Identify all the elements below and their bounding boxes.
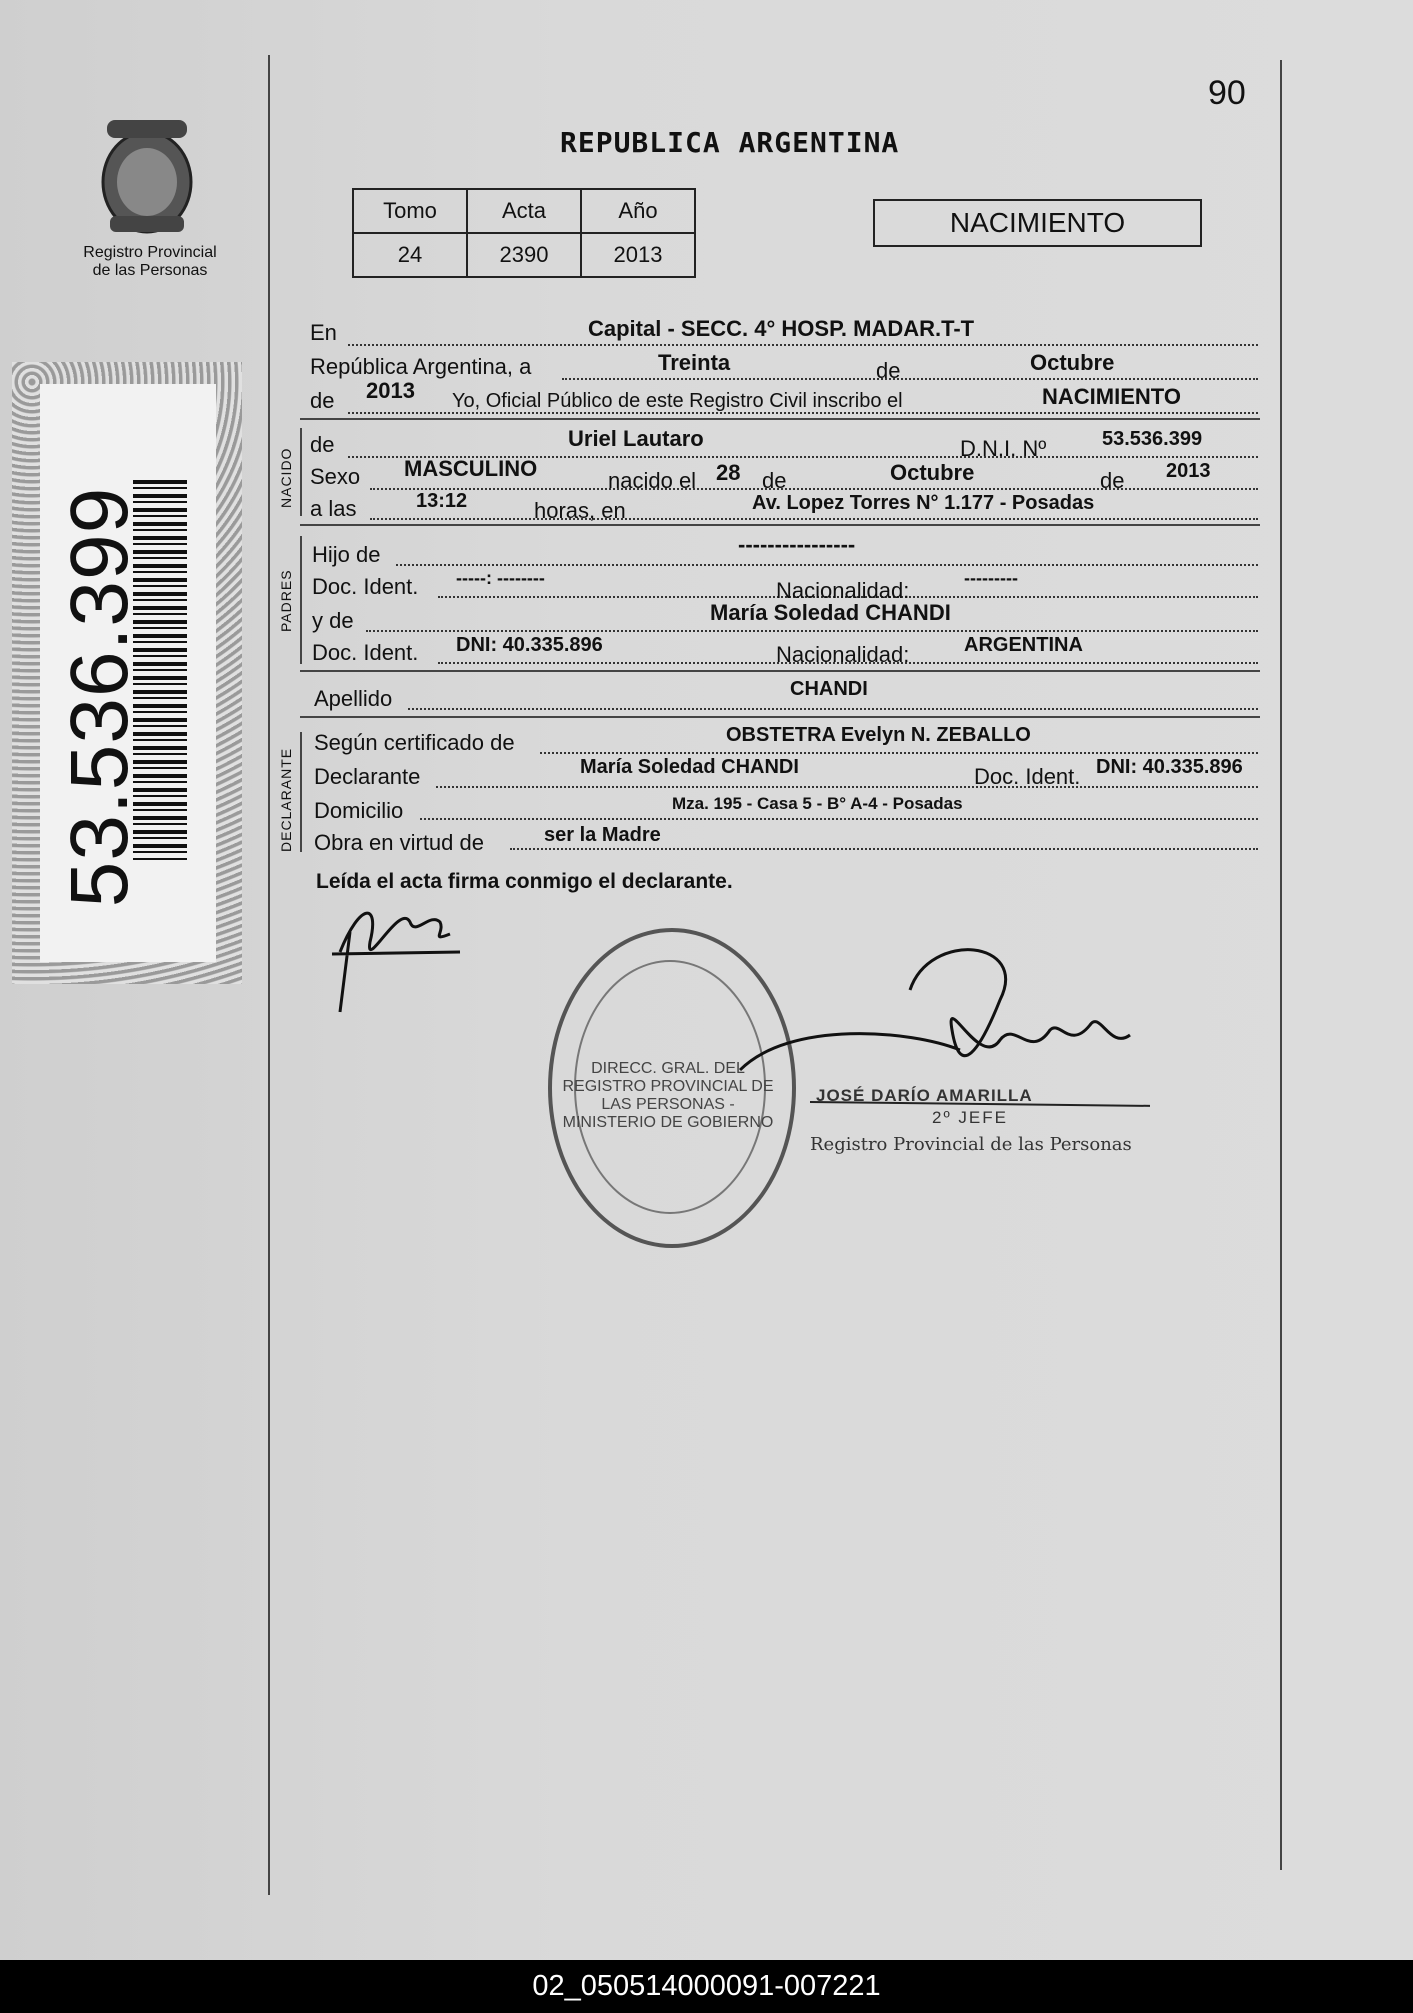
label-doc-ident-padre: Doc. Ident. xyxy=(312,574,419,599)
label-obra: Obra en virtud de xyxy=(314,830,484,855)
label-apellido: Apellido xyxy=(314,686,393,711)
meta-label-tomo: Tomo xyxy=(353,189,467,233)
padres-bracket xyxy=(300,536,302,664)
label-hijo-de: Hijo de xyxy=(312,542,381,567)
value-nac-dia: 28 xyxy=(716,460,741,485)
label-horas-en: horas, en xyxy=(534,498,626,523)
province-crest-logo xyxy=(92,112,202,242)
label-de4: de xyxy=(1100,468,1125,493)
label-declarante: Declarante xyxy=(314,764,421,789)
value-hora: 13:12 xyxy=(416,490,468,512)
declarante-bracket xyxy=(300,732,302,852)
value-padre: ---------------- xyxy=(738,532,856,557)
page-number: 90 xyxy=(1208,74,1246,112)
label-yo: Yo, Oficial Público de este Registro Civil inscribo el xyxy=(452,390,903,412)
meta-value-anio: 2013 xyxy=(581,233,695,277)
meta-value-tomo: 24 xyxy=(353,233,467,277)
value-domicilio: Mza. 195 - Casa 5 - B° A-4 - Posadas xyxy=(672,794,963,813)
logo-line-2: de las Personas xyxy=(92,262,208,279)
record-type-box: NACIMIENTO xyxy=(873,199,1202,247)
value-nombre: Uriel Lautaro xyxy=(568,426,704,451)
value-padre-doc: -----: -------- xyxy=(456,568,545,588)
meta-label-anio: Año xyxy=(581,189,695,233)
value-acto: NACIMIENTO xyxy=(1042,384,1181,409)
value-obra: ser la Madre xyxy=(544,824,661,846)
label-segun: Según certificado de xyxy=(314,730,515,755)
value-dni: 53.536.399 xyxy=(1102,428,1203,450)
value-sexo: MASCULINO xyxy=(404,456,538,481)
document-title: REPUBLICA ARGENTINA xyxy=(560,126,900,159)
value-nac-mes: Octubre xyxy=(890,460,975,485)
section-padres: PADRES xyxy=(278,569,294,632)
value-lugar: Capital - SECC. 4° HOSP. MADAR.T-T xyxy=(588,316,975,341)
value-madre: María Soledad CHANDI xyxy=(710,600,951,625)
value-madre-nac: ARGENTINA xyxy=(964,634,1083,656)
label-dni: D.N.I. Nº xyxy=(960,436,1047,461)
seal-text: DIRECC. GRAL. DEL REGISTRO PROVINCIAL DE LAS PERSONAS - MINISTERIO DE GOBIERNO xyxy=(562,1060,774,1131)
label-en: En xyxy=(310,320,337,345)
value-padre-nac: --------- xyxy=(964,568,1018,588)
rule-3 xyxy=(300,670,1260,672)
section-declarante: DECLARANTE xyxy=(278,747,294,852)
closing-statement: Leída el acta firma conmigo el declarante. xyxy=(316,870,733,893)
rule-4 xyxy=(300,716,1260,718)
declarant-signature xyxy=(320,882,470,1022)
label-nacionalidad-padre: Nacionalidad: xyxy=(776,578,910,603)
logo-line-1: Registro Provincial xyxy=(83,244,217,261)
officer-signature xyxy=(730,930,1150,1110)
value-declarante: María Soledad CHANDI xyxy=(580,756,799,778)
label-de: de xyxy=(876,358,901,383)
label-nacido-el: nacido el xyxy=(608,468,697,493)
right-margin-line xyxy=(1280,60,1282,1870)
left-margin-line xyxy=(268,55,270,1895)
meta-value-acta: 2390 xyxy=(467,233,581,277)
label-republica: República Argentina, a xyxy=(310,354,532,379)
rule-2 xyxy=(300,524,1260,526)
value-decl-doc: DNI: 40.335.896 xyxy=(1096,756,1243,778)
stamp-number: 53.536.399 xyxy=(54,486,145,908)
label-de2: de xyxy=(310,432,335,457)
label-nacionalidad-madre: Nacionalidad: xyxy=(776,642,910,667)
label-a-las: a las xyxy=(310,496,357,521)
file-identifier: 02_050514000091-007221 xyxy=(0,1960,1413,2013)
value-apellido: CHANDI xyxy=(790,678,868,700)
meta-label-acta: Acta xyxy=(467,189,581,233)
value-dia-texto: Treinta xyxy=(658,350,731,375)
label-de-yo: de xyxy=(310,388,335,413)
value-mes-texto: Octubre xyxy=(1030,350,1115,375)
value-nac-anio: 2013 xyxy=(1166,460,1211,482)
label-domicilio: Domicilio xyxy=(314,798,404,823)
value-lugar-nac: Av. Lopez Torres N° 1.177 - Posadas xyxy=(752,492,1095,514)
record-table xyxy=(352,188,696,278)
officer-role: 2º JEFE xyxy=(932,1108,1008,1127)
label-y-de: y de xyxy=(312,608,354,633)
label-de3: de xyxy=(762,468,787,493)
rule-1 xyxy=(300,418,1260,420)
label-sexo: Sexo xyxy=(310,464,361,489)
value-anio: 2013 xyxy=(366,378,415,403)
officer-name: JOSÉ DARÍO AMARILLA xyxy=(816,1086,1033,1105)
logo-caption xyxy=(70,244,230,280)
nacido-bracket xyxy=(300,428,302,516)
section-nacido: NACIDO xyxy=(278,447,294,508)
label-doc-ident-madre: Doc. Ident. xyxy=(312,640,419,665)
officer-office: Registro Provincial de las Personas xyxy=(810,1134,1132,1155)
value-certificado: OBSTETRA Evelyn N. ZEBALLO xyxy=(726,724,1031,746)
value-madre-doc: DNI: 40.335.896 xyxy=(456,634,603,656)
label-doc-ident-declarante: Doc. Ident. xyxy=(974,764,1081,789)
